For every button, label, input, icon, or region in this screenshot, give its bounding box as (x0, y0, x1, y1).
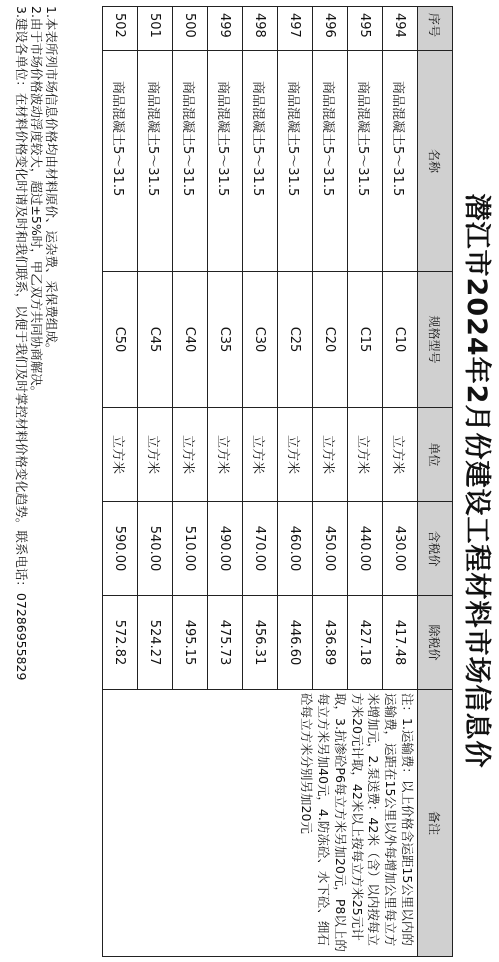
cell-unit: 立方米 (138, 408, 173, 502)
cell-seq: 494 (383, 7, 418, 51)
cell-unit: 立方米 (278, 408, 313, 502)
table-row (383, 7, 418, 957)
cell-name: 商品混凝土5～31.5 (208, 51, 243, 272)
cell-unit: 立方米 (208, 408, 243, 502)
cell-price-notax: 436.89 (313, 596, 348, 690)
cell-unit: 立方米 (383, 408, 418, 502)
cell-price-tax: 450.00 (313, 502, 348, 596)
header-spec: 规格型号 (418, 272, 453, 408)
page-title: 潜江市2024年2月份建设工程材料市场信息价 (461, 193, 492, 769)
cell-unit: 立方米 (173, 408, 208, 502)
header-name: 名称 (418, 51, 453, 272)
cell-seq: 499 (208, 7, 243, 51)
cell-unit: 立方米 (243, 408, 278, 502)
cell-price-notax: 456.31 (243, 596, 278, 690)
cell-spec: C30 (243, 272, 278, 408)
cell-seq: 498 (243, 7, 278, 51)
header-price-tax: 含税价 (418, 502, 453, 596)
cell-price-notax: 417.48 (383, 596, 418, 690)
cell-spec: C45 (138, 272, 173, 408)
cell-seq: 495 (348, 7, 383, 51)
cell-seq: 501 (138, 7, 173, 51)
cell-name: 商品混凝土5～31.5 (138, 51, 173, 272)
cell-name: 商品混凝土5～31.5 (313, 51, 348, 272)
cell-spec: C20 (313, 272, 348, 408)
cell-seq: 500 (173, 7, 208, 51)
cell-unit: 立方米 (348, 408, 383, 502)
cell-price-tax: 470.00 (243, 502, 278, 596)
cell-price-notax: 427.18 (348, 596, 383, 690)
cell-price-notax: 495.15 (173, 596, 208, 690)
footnote: 2.由于市场价格波动浮度较大，超过±5%时，甲乙双方共同协商解决。 (29, 6, 44, 399)
cell-remark: 注：1.运输费：以上价格含运距15公里以内的运输费，运距在15公里以外每增加公里每立方米增加元，2.泵送费：42米（含）以内按每立方米20元计取，42米以上按每立方米25元计取，3.抗渗砼P6每立方米另加20元，P8以上的每立方米另加40元，4.防冻砼、水下砼、细石砼每立方米分别另加20元 (103, 690, 418, 957)
cell-price-notax: 475.73 (208, 596, 243, 690)
cell-price-notax: 572.82 (103, 596, 138, 690)
table-header-row (418, 7, 453, 957)
header-price-notax: 除税价 (418, 596, 453, 690)
cell-spec: C15 (348, 272, 383, 408)
cell-spec: C40 (173, 272, 208, 408)
cell-name: 商品混凝土5～31.5 (243, 51, 278, 272)
cell-seq: 496 (313, 7, 348, 51)
cell-price-tax: 440.00 (348, 502, 383, 596)
cell-spec: C50 (103, 272, 138, 408)
cell-name: 商品混凝土5～31.5 (348, 51, 383, 272)
cell-unit: 立方米 (103, 408, 138, 502)
cell-price-tax: 590.00 (103, 502, 138, 596)
cell-name: 商品混凝土5～31.5 (278, 51, 313, 272)
cell-price-tax: 540.00 (138, 502, 173, 596)
cell-spec: C10 (383, 272, 418, 408)
header-seq: 序号 (418, 7, 453, 51)
cell-price-tax: 490.00 (208, 502, 243, 596)
cell-name: 商品混凝土5～31.5 (173, 51, 208, 272)
cell-name: 商品混凝土5～31.5 (103, 51, 138, 272)
header-unit: 单位 (418, 408, 453, 502)
cell-spec: C25 (278, 272, 313, 408)
footnote: 3.建设各单位：在材料价格变化时请及时和我们联系，以便于我们及时掌控材料价格变化趋势。联系电话：07286955829 (14, 6, 29, 681)
header-remark: 备注 (418, 690, 453, 957)
cell-seq: 502 (103, 7, 138, 51)
price-table (102, 6, 453, 957)
cell-price-tax: 510.00 (173, 502, 208, 596)
cell-name: 商品混凝土5～31.5 (383, 51, 418, 272)
cell-price-tax: 460.00 (278, 502, 313, 596)
cell-price-notax: 446.60 (278, 596, 313, 690)
cell-price-tax: 430.00 (383, 502, 418, 596)
cell-spec: C35 (208, 272, 243, 408)
cell-price-notax: 524.27 (138, 596, 173, 690)
footnotes (14, 6, 59, 956)
cell-seq: 497 (278, 7, 313, 51)
cell-unit: 立方米 (313, 408, 348, 502)
footnote: 1.本表所列市场信息价格均由材料原价、运杂费、采保费组成。 (44, 6, 59, 356)
